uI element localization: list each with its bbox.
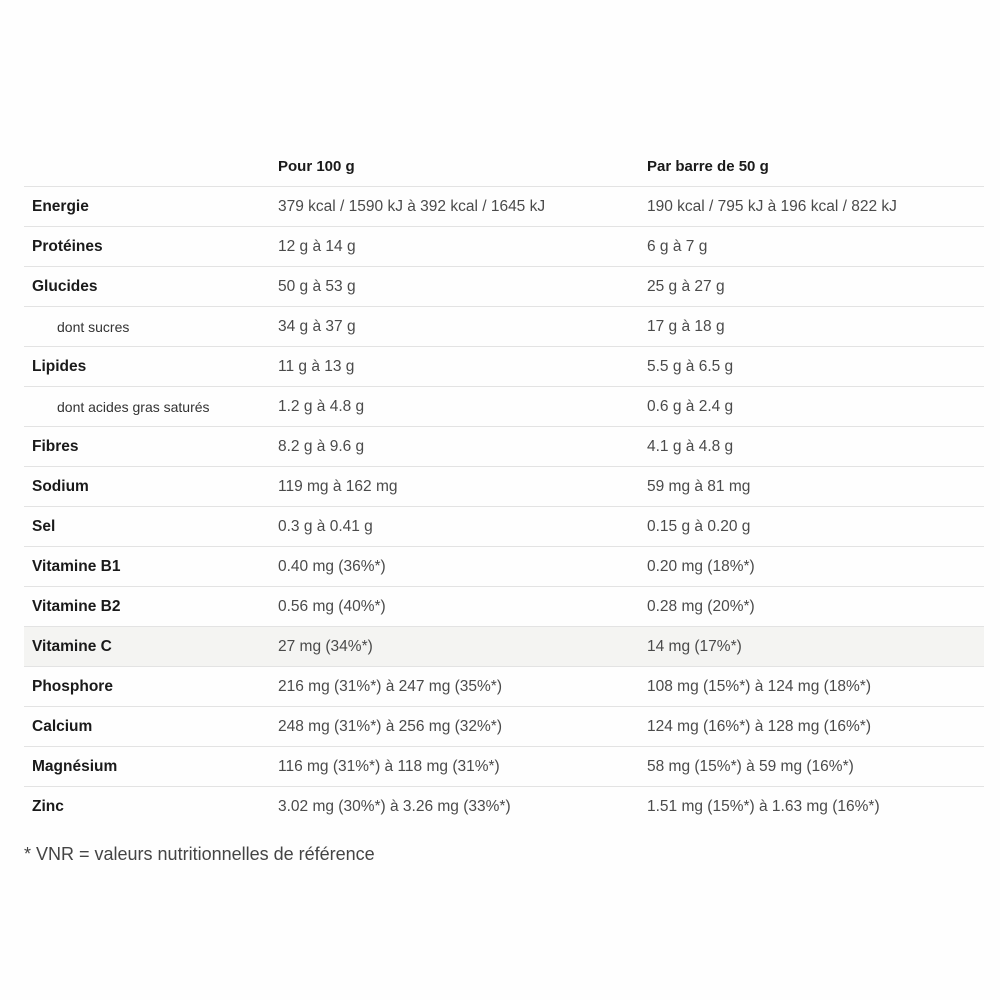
nutrient-name: Zinc xyxy=(32,797,64,815)
value-per-bar: 124 mg (16%*) à 128 mg (16%*) xyxy=(647,707,984,747)
value-per-bar: 17 g à 18 g xyxy=(647,307,984,347)
table-row xyxy=(24,587,984,627)
nutrient-name: Phosphore xyxy=(24,667,278,707)
value-per-100g: 0.3 g à 0.41 g xyxy=(278,507,647,547)
value-per-100g: 119 mg à 162 mg xyxy=(278,467,647,507)
value-per-100g: 1.2 g à 4.8 g xyxy=(278,387,647,427)
value-per-bar: 0.28 mg (20%*) xyxy=(647,587,984,627)
table-row xyxy=(24,227,984,267)
table-row xyxy=(24,307,984,347)
table-row xyxy=(24,387,984,427)
table-row xyxy=(24,667,984,707)
table-header xyxy=(24,146,984,187)
nutrient-name: Energie xyxy=(24,187,278,227)
value-per-bar: 108 mg (15%*) à 124 mg (18%*) xyxy=(647,667,984,707)
table-row xyxy=(24,267,984,307)
header-nutrient xyxy=(24,146,278,187)
value-per-bar: 0.20 mg (18%*) xyxy=(647,547,984,587)
nutrient-name: Sel xyxy=(24,507,278,547)
nutrient-name: Calcium xyxy=(24,707,278,747)
table-row xyxy=(24,427,984,467)
value-per-bar: 0.15 g à 0.20 g xyxy=(647,507,984,547)
table-body xyxy=(24,187,984,827)
table-row xyxy=(24,547,984,587)
value-per-100g: 379 kcal / 1590 kJ à 392 kcal / 1645 kJ xyxy=(278,187,647,227)
header-row xyxy=(24,146,984,187)
nutrient-name: Vitamine C xyxy=(24,627,278,667)
table-row xyxy=(24,187,984,227)
value-per-bar: 1.51 mg (15%*) à 1.63 mg (16%*) xyxy=(647,797,880,815)
value-per-bar: 6 g à 7 g xyxy=(647,227,984,267)
nutrient-name: Glucides xyxy=(24,267,278,307)
value-per-100g: 8.2 g à 9.6 g xyxy=(278,427,647,467)
nutrient-name: Magnésium xyxy=(24,747,278,787)
table-row xyxy=(24,507,984,547)
nutrient-name: Sodium xyxy=(24,467,278,507)
nutrient-subname: dont sucres xyxy=(24,307,278,347)
value-per-100g: 0.40 mg (36%*) xyxy=(278,547,647,587)
nutrition-table xyxy=(24,146,984,826)
table-row xyxy=(24,787,984,827)
value-per-100g: 116 mg (31%*) à 118 mg (31%*) xyxy=(278,747,647,787)
table-row xyxy=(24,347,984,387)
value-per-100g: 216 mg (31%*) à 247 mg (35%*) xyxy=(278,667,647,707)
nutrient-name: Fibres xyxy=(24,427,278,467)
header-per-bar: Par barre de 50 g xyxy=(647,146,984,187)
value-per-bar: 14 mg (17%*) xyxy=(647,627,984,667)
value-per-bar: 0.6 g à 2.4 g xyxy=(647,387,984,427)
value-per-100g: 248 mg (31%*) à 256 mg (32%*) xyxy=(278,707,647,747)
value-per-100g: 12 g à 14 g xyxy=(278,227,647,267)
value-per-bar: 190 kcal / 795 kJ à 196 kcal / 822 kJ xyxy=(647,187,984,227)
table-row-highlighted xyxy=(24,627,984,667)
value-per-100g: 50 g à 53 g xyxy=(278,267,647,307)
nutrient-name: Lipides xyxy=(24,347,278,387)
footnote: * VNR = valeurs nutritionnelles de référence xyxy=(24,844,375,864)
value-per-bar: 25 g à 27 g xyxy=(647,267,984,307)
nutrient-name: Vitamine B1 xyxy=(24,547,278,587)
value-per-bar: 5.5 g à 6.5 g xyxy=(647,347,984,387)
value-per-bar: 58 mg (15%*) à 59 mg (16%*) xyxy=(647,747,984,787)
header-per-100g: Pour 100 g xyxy=(278,146,647,187)
nutrient-subname: dont acides gras saturés xyxy=(24,387,278,427)
value-per-bar: 59 mg à 81 mg xyxy=(647,467,984,507)
value-per-100g: 34 g à 37 g xyxy=(278,307,647,347)
nutrient-name: Vitamine B2 xyxy=(24,587,278,627)
nutrient-name: Protéines xyxy=(24,227,278,267)
value-per-100g: 3.02 mg (30%*) à 3.26 mg (33%*) xyxy=(278,797,511,815)
value-per-100g: 11 g à 13 g xyxy=(278,347,647,387)
value-per-100g: 27 mg (34%*) xyxy=(278,627,647,667)
table-row xyxy=(24,707,984,747)
table-row xyxy=(24,467,984,507)
value-per-100g: 0.56 mg (40%*) xyxy=(278,587,647,627)
table-row xyxy=(24,747,984,787)
value-per-bar: 4.1 g à 4.8 g xyxy=(647,427,984,467)
